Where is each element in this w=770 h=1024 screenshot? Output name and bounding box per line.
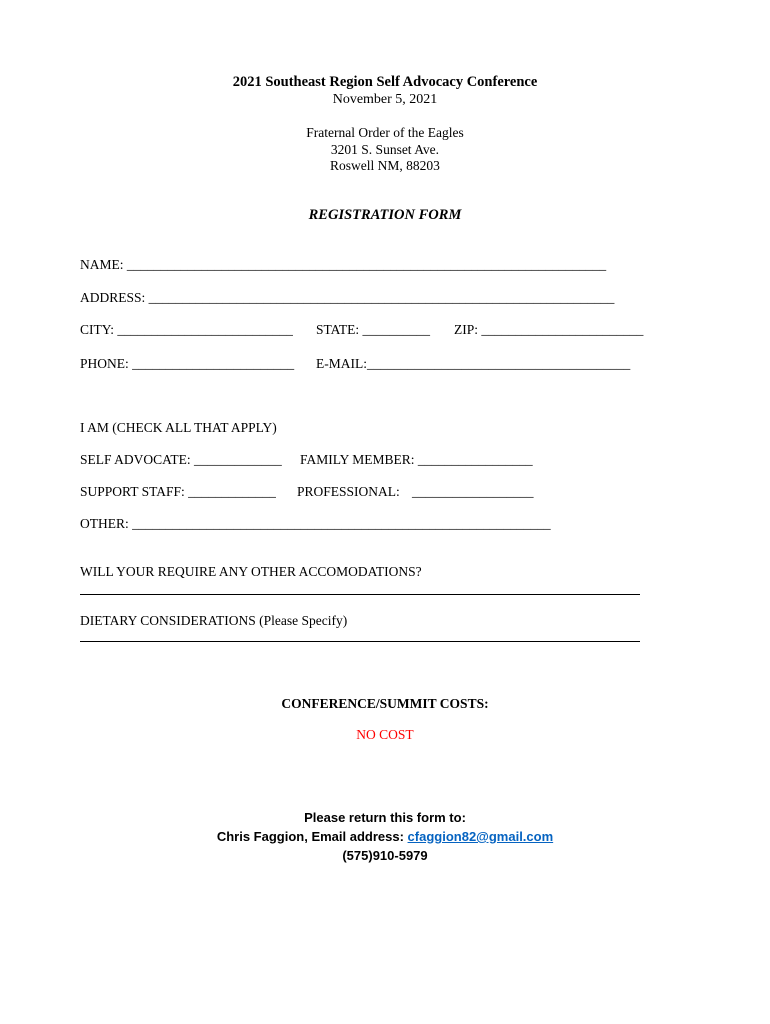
other-field[interactable]: OTHER: ______________________________________________________________: [80, 516, 551, 531]
accommodations-answer-line[interactable]: [80, 594, 640, 595]
address-field[interactable]: ADDRESS: _____________________________________________________________________: [80, 290, 615, 305]
costs-heading: CONFERENCE/SUMMIT COSTS:: [281, 696, 489, 711]
return-contact: [0, 829, 770, 844]
city-field[interactable]: CITY: __________________________: [80, 322, 293, 337]
venue-street: 3201 S. Sunset Ave.: [330, 142, 440, 157]
self-advocate-field[interactable]: SELF ADVOCATE: _____________: [80, 452, 282, 467]
support-staff-field[interactable]: SUPPORT STAFF: _____________: [80, 484, 276, 499]
dietary-answer-line[interactable]: [80, 641, 640, 642]
email-field[interactable]: E-MAIL:_______________________________________: [316, 356, 631, 371]
return-instruction: Please return this form to:: [304, 810, 466, 825]
conference-title: 2021 Southeast Region Self Advocacy Conference: [232, 74, 538, 90]
venue-city: Roswell NM, 88203: [330, 158, 440, 173]
contact-prefix: Chris Faggion, Email address:: [216, 829, 408, 844]
contact-email-link[interactable]: cfaggion82@gmail.com: [407, 829, 554, 844]
conference-date: November 5, 2021: [332, 92, 438, 107]
venue-name: Fraternal Order of the Eagles: [306, 125, 464, 140]
professional-field[interactable]: __________________: [412, 484, 534, 499]
family-member-field[interactable]: FAMILY MEMBER: _________________: [300, 452, 533, 467]
professional-label: PROFESSIONAL:: [297, 484, 400, 499]
phone-field[interactable]: PHONE: ________________________: [80, 356, 295, 371]
zip-field[interactable]: ZIP: ________________________: [454, 322, 644, 337]
contact-phone: (575)910-5979: [342, 848, 428, 863]
state-field[interactable]: STATE: __________: [316, 322, 431, 337]
dietary-question: DIETARY CONSIDERATIONS (Please Specify): [80, 613, 348, 628]
costs-value: NO COST: [356, 727, 414, 742]
form-title: REGISTRATION FORM: [308, 207, 462, 223]
iam-heading: I AM (CHECK ALL THAT APPLY): [80, 420, 277, 435]
accommodations-question: WILL YOUR REQUIRE ANY OTHER ACCOMODATIONS?: [80, 564, 422, 579]
name-field[interactable]: NAME: _______________________________________________________________________: [80, 257, 607, 272]
